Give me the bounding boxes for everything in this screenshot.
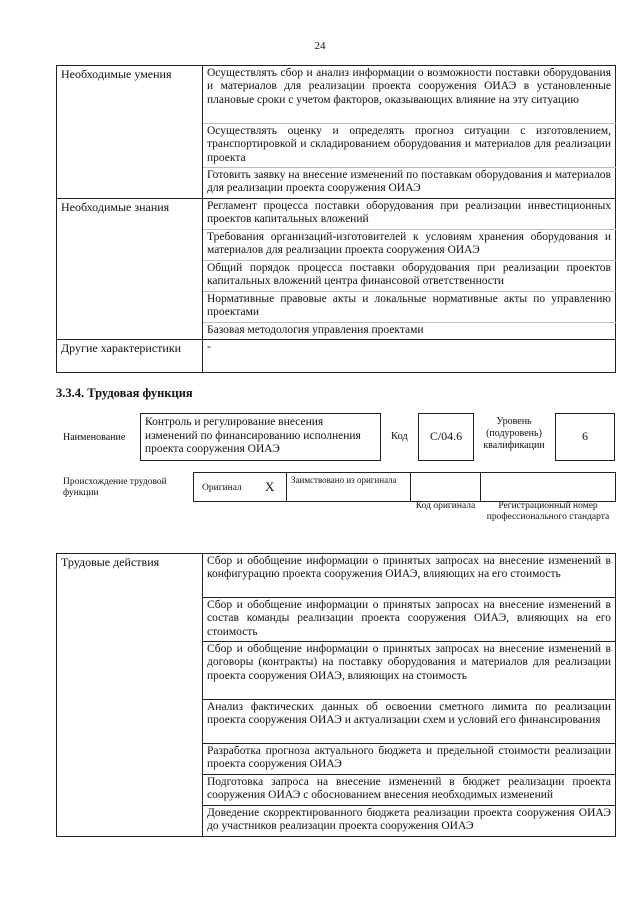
original-box bbox=[193, 472, 287, 502]
origin-label: Происхождение трудовой функции bbox=[63, 477, 167, 498]
skills-label: Необходимые умения bbox=[57, 66, 203, 199]
labor-action-item: Сбор и обобщение информации о принятых запросах на внесение изменений в состав команды реализации проекта сооружения ОИАЭ, влияющих на его стоимость bbox=[203, 598, 616, 642]
code-caption: Код оригинала bbox=[415, 501, 476, 511]
level-label: Уровень (подуровень) квалификации bbox=[483, 416, 545, 451]
labor-actions-table bbox=[56, 553, 616, 837]
table-row bbox=[57, 340, 616, 373]
borrowed-label: Заимствовано из оригинала bbox=[291, 475, 397, 485]
knowledge-item: Общий порядок процесса поставки оборудования при реализации проектов капитальных вложений центра финансовой ответственности bbox=[203, 261, 616, 292]
labor-actions-label: Трудовые действия bbox=[57, 554, 203, 837]
section-title: 3.3.4. Трудовая функция bbox=[56, 386, 193, 400]
reg-number-box bbox=[480, 472, 616, 502]
knowledge-label: Необходимые знания bbox=[57, 199, 203, 340]
level-box: 6 bbox=[555, 413, 615, 461]
knowledge-item: Регламент процесса поставки оборудования при реализации инвестиционных проектов капитальных вложений bbox=[203, 199, 616, 230]
other-label: Другие характеристики bbox=[57, 340, 203, 373]
labor-action-item: Сбор и обобщение информации о принятых запросах на внесение изменений в конфигурацию проекта сооружения ОИАЭ, влияющих на его стоимость bbox=[203, 554, 616, 598]
skill-item: Готовить заявку на внесение изменений по поставкам оборудования и материалов для реализации проекта сооружения ОИАЭ bbox=[203, 168, 616, 199]
table-row bbox=[57, 554, 616, 598]
skill-item: Осуществлять оценку и определять прогноз ситуации с изготовлением, транспортировкой и складированием оборудования и материалов для реализации проекта bbox=[203, 124, 616, 168]
original-code-box bbox=[410, 472, 481, 502]
function-name-box: Контроль и регулирование внесения изменений по финансированию исполнения проекта сооружения ОИАЭ bbox=[140, 413, 381, 461]
skills-knowledge-table bbox=[56, 65, 616, 373]
labor-action-item: Подготовка запроса на внесение изменений в бюджет реализации проекта сооружения ОИАЭ с обоснованием внесения необходимых изменений bbox=[203, 775, 616, 806]
code-label: Код bbox=[391, 431, 408, 442]
name-label: Наименование bbox=[63, 432, 126, 443]
original-label: Оригинал bbox=[202, 483, 242, 493]
knowledge-item: Базовая методология управления проектами bbox=[203, 323, 616, 340]
labor-action-item: Сбор и обобщение информации о принятых запросах на внесение изменений в договоры (контракты) на поставку оборудования и материалов для реализации проекта сооружения ОИАЭ, влияющих на стоимость bbox=[203, 642, 616, 700]
labor-action-item: Доведение скорректированного бюджета реализации проекта сооружения ОИАЭ до участников реализации проекта сооружения ОИАЭ bbox=[203, 806, 616, 837]
labor-action-item: Разработка прогноза актуального бюджета и предельной стоимости реализации проекта сооружения ОИАЭ bbox=[203, 744, 616, 775]
page-number: 24 bbox=[314, 40, 326, 52]
knowledge-item: Требования организаций-изготовителей к условиям хранения оборудования и материалов для реализации проекта сооружения ОИАЭ bbox=[203, 230, 616, 261]
reg-caption: Регистрационный номер профессионального стандарта bbox=[486, 501, 610, 522]
skill-item: Осуществлять сбор и анализ информации о возможности поставки оборудования и материалов для реализации проекта сооружения ОИАЭ в установленные плановые сроки с учетом факторов, оказывающих влияние на эту ситуацию bbox=[203, 66, 616, 124]
table-row bbox=[57, 199, 616, 230]
original-mark: X bbox=[265, 479, 275, 494]
other-value: - bbox=[203, 340, 616, 373]
knowledge-item: Нормативные правовые акты и локальные нормативные акты по управлению проектами bbox=[203, 292, 616, 323]
function-code-box: С/04.6 bbox=[418, 413, 474, 461]
borrowed-box bbox=[286, 472, 411, 502]
labor-action-item: Анализ фактических данных об освоении сметного лимита по реализации проекта сооружения ОИАЭ и актуализации схем и условий его финансирования bbox=[203, 700, 616, 744]
table-row bbox=[57, 66, 616, 124]
